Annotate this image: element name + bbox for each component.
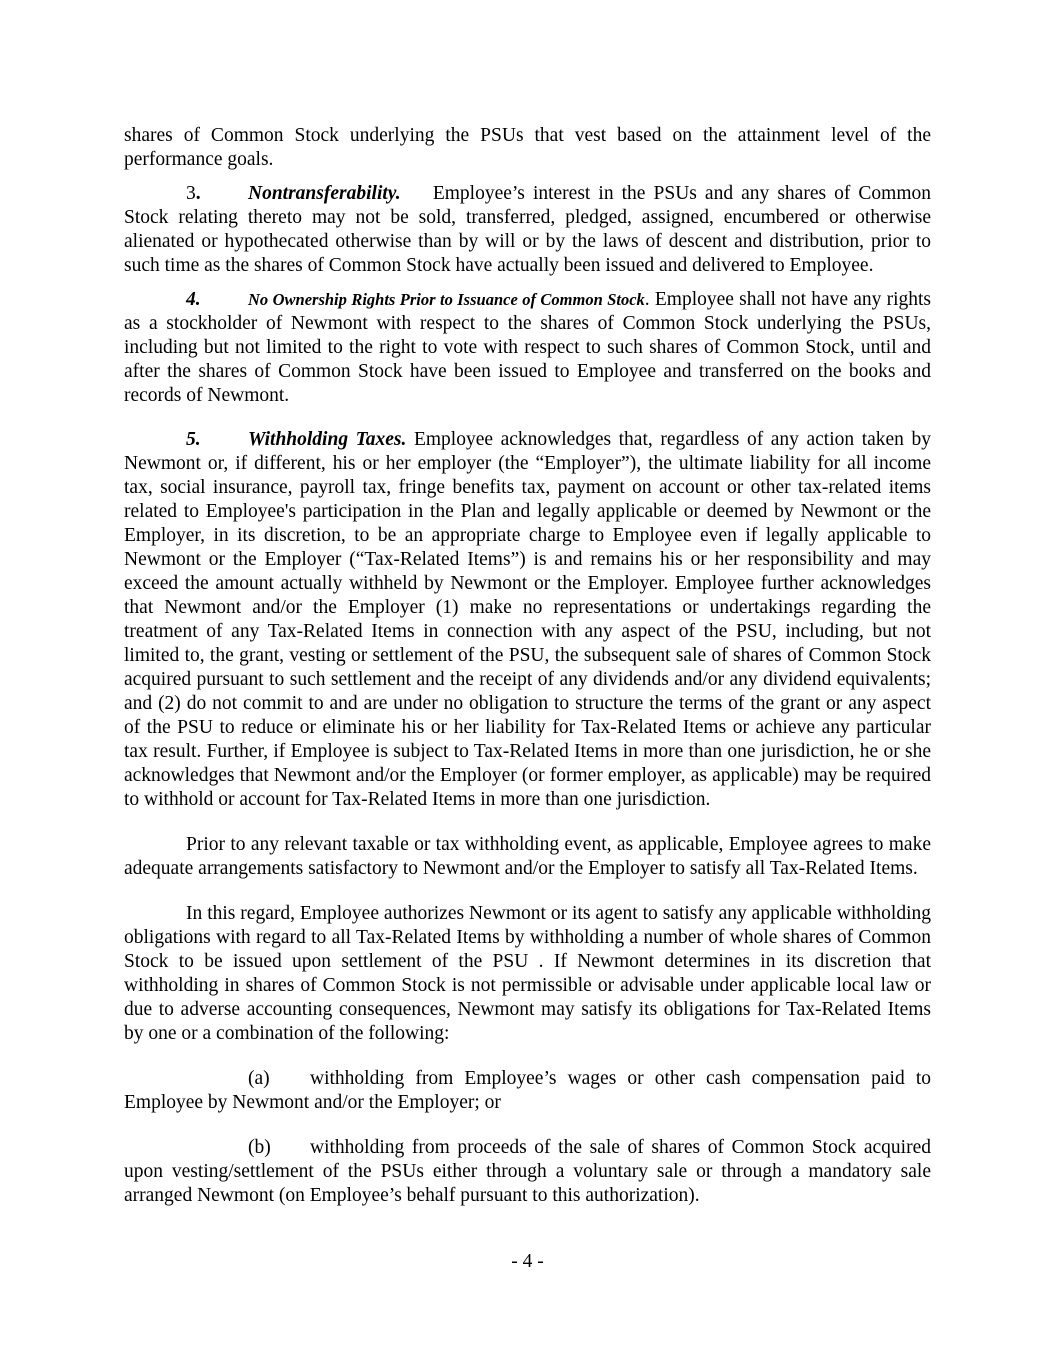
section-3-body: Employee’s interest in the PSUs and any shares of Common Stock relating thereto may not be sold, transferred, pledged, assigned, encumbered or otherwise alienated or hypothecated otherwise than by will or by the laws of descent and distribution, prior to such time as the shares of Common Stock have actually been issued and delivered to Employee. [124, 183, 932, 276]
continuation-paragraph: shares of Common Stock underlying the PSUs that vest based on the attainment level of the performance goals. [124, 125, 931, 170]
item-b-label: (b) [248, 1137, 271, 1158]
section-5-number: 5. [186, 429, 201, 450]
section-5-paragraph [124, 428, 931, 812]
item-a-paragraph [124, 1067, 931, 1115]
section-5-body: Employee acknowledges that, regardless of any action taken by Newmont or, if different, his or her employer (the “Employer”), the ultimate liability for all income tax, social insurance, payroll tax, fringe benefits tax, payment on account or other tax-related items related to Employee's participation in the Plan and legally applicable or deemed by Newmont or the Employer, in its discretion, to be an appropriate charge to Employee even if legally applicable to Newmont or the Employer (“Tax-Related Items”) is and remains his or her responsibility and may exceed the amount actually withheld by Newmont or the Employer. Employee further acknowledges that Newmont and/or the Employer (1) make no representations or undertakings regarding the treatment of any Tax-Related Items in connection with any aspect of the PSU, including, but not limited to, the grant, vesting or settlement of the PSU, the subsequent sale of shares of Common Stock acquired pursuant to such settlement and the receipt of any dividends and/or any dividend equivalents; and (2) do not commit to and are under no obligation to structure the terms of the grant or any aspect of the PSU to reduce or eliminate his or her liability for Tax-Related Items or achieve any particular tax result. Further, if Employee is subject to Tax-Related Items in more than one jurisdiction, he or she acknowledges that Newmont and/or the Employer (or former employer, as applicable) may be required to withhold or account for Tax-Related Items in more than one jurisdiction. [124, 429, 932, 810]
section-4-body: Employee shall not have any rights as a stockholder of Newmont with respect to the shares of Common Stock underlying the PSUs, including but not limited to the right to vote with respect to such shares of Common Stock, until and after the shares of Common Stock have been issued to Employee and transferred on the books and records of Newmont. [124, 289, 932, 406]
item-b-paragraph [124, 1136, 931, 1208]
section-4-heading: No Ownership Rights Prior to Issuance of Common Stock [248, 290, 645, 309]
section-3-number: 3. [186, 183, 201, 204]
item-a-label: (a) [248, 1068, 270, 1089]
section-4-number: 4. [186, 289, 201, 310]
item-b-text: withholding from proceeds of the sale of shares of Common Stock acquired upon vesting/settlement of the PSUs either through a voluntary sale or through a mandatory sale arranged Newmont (on Employee’s behalf pursuant to this authorization). [124, 1137, 931, 1206]
document-page [124, 124, 931, 1208]
section-3-heading: Nontransferability. [248, 183, 401, 204]
regard-paragraph: In this regard, Employee authorizes Newmont or its agent to satisfy any applicable withholding obligations with regard to all Tax-Related Items by withholding a number of whole shares of Common Stock to be issued upon settlement of the PSU . If Newmont determines in its discretion that withholding in shares of Common Stock is not permissible or advisable under applicable local law or due to adverse accounting consequences, Newmont may satisfy its obligations for Tax-Related Items by one or a combination of the following: [124, 903, 931, 1044]
prior-paragraph: Prior to any relevant taxable or tax withholding event, as applicable, Employee agrees to make adequate arrangements satisfactory to Newmont and/or the Employer to satisfy all Tax-Related Items. [124, 834, 931, 879]
section-3-paragraph [124, 182, 931, 278]
section-5-heading: Withholding Taxes. [248, 429, 407, 450]
section-4-paragraph: 4. No Ownership Rights Prior to Issuance of Common Stock. Employee shall not have any rights as a stockholder of Newmont with respect to the shares of Common Stock underlying the PSUs, including but not limited to the right to vote with respect to such shares of Common Stock, until and after the shares of Common Stock have been issued to Employee and transferred on the books and records of Newmont. [124, 289, 932, 406]
item-a-text: withholding from Employee’s wages or other cash compensation paid to Employee by Newmont and/or the Employer; or [124, 1068, 931, 1113]
page-number: - 4 - [511, 1251, 544, 1272]
